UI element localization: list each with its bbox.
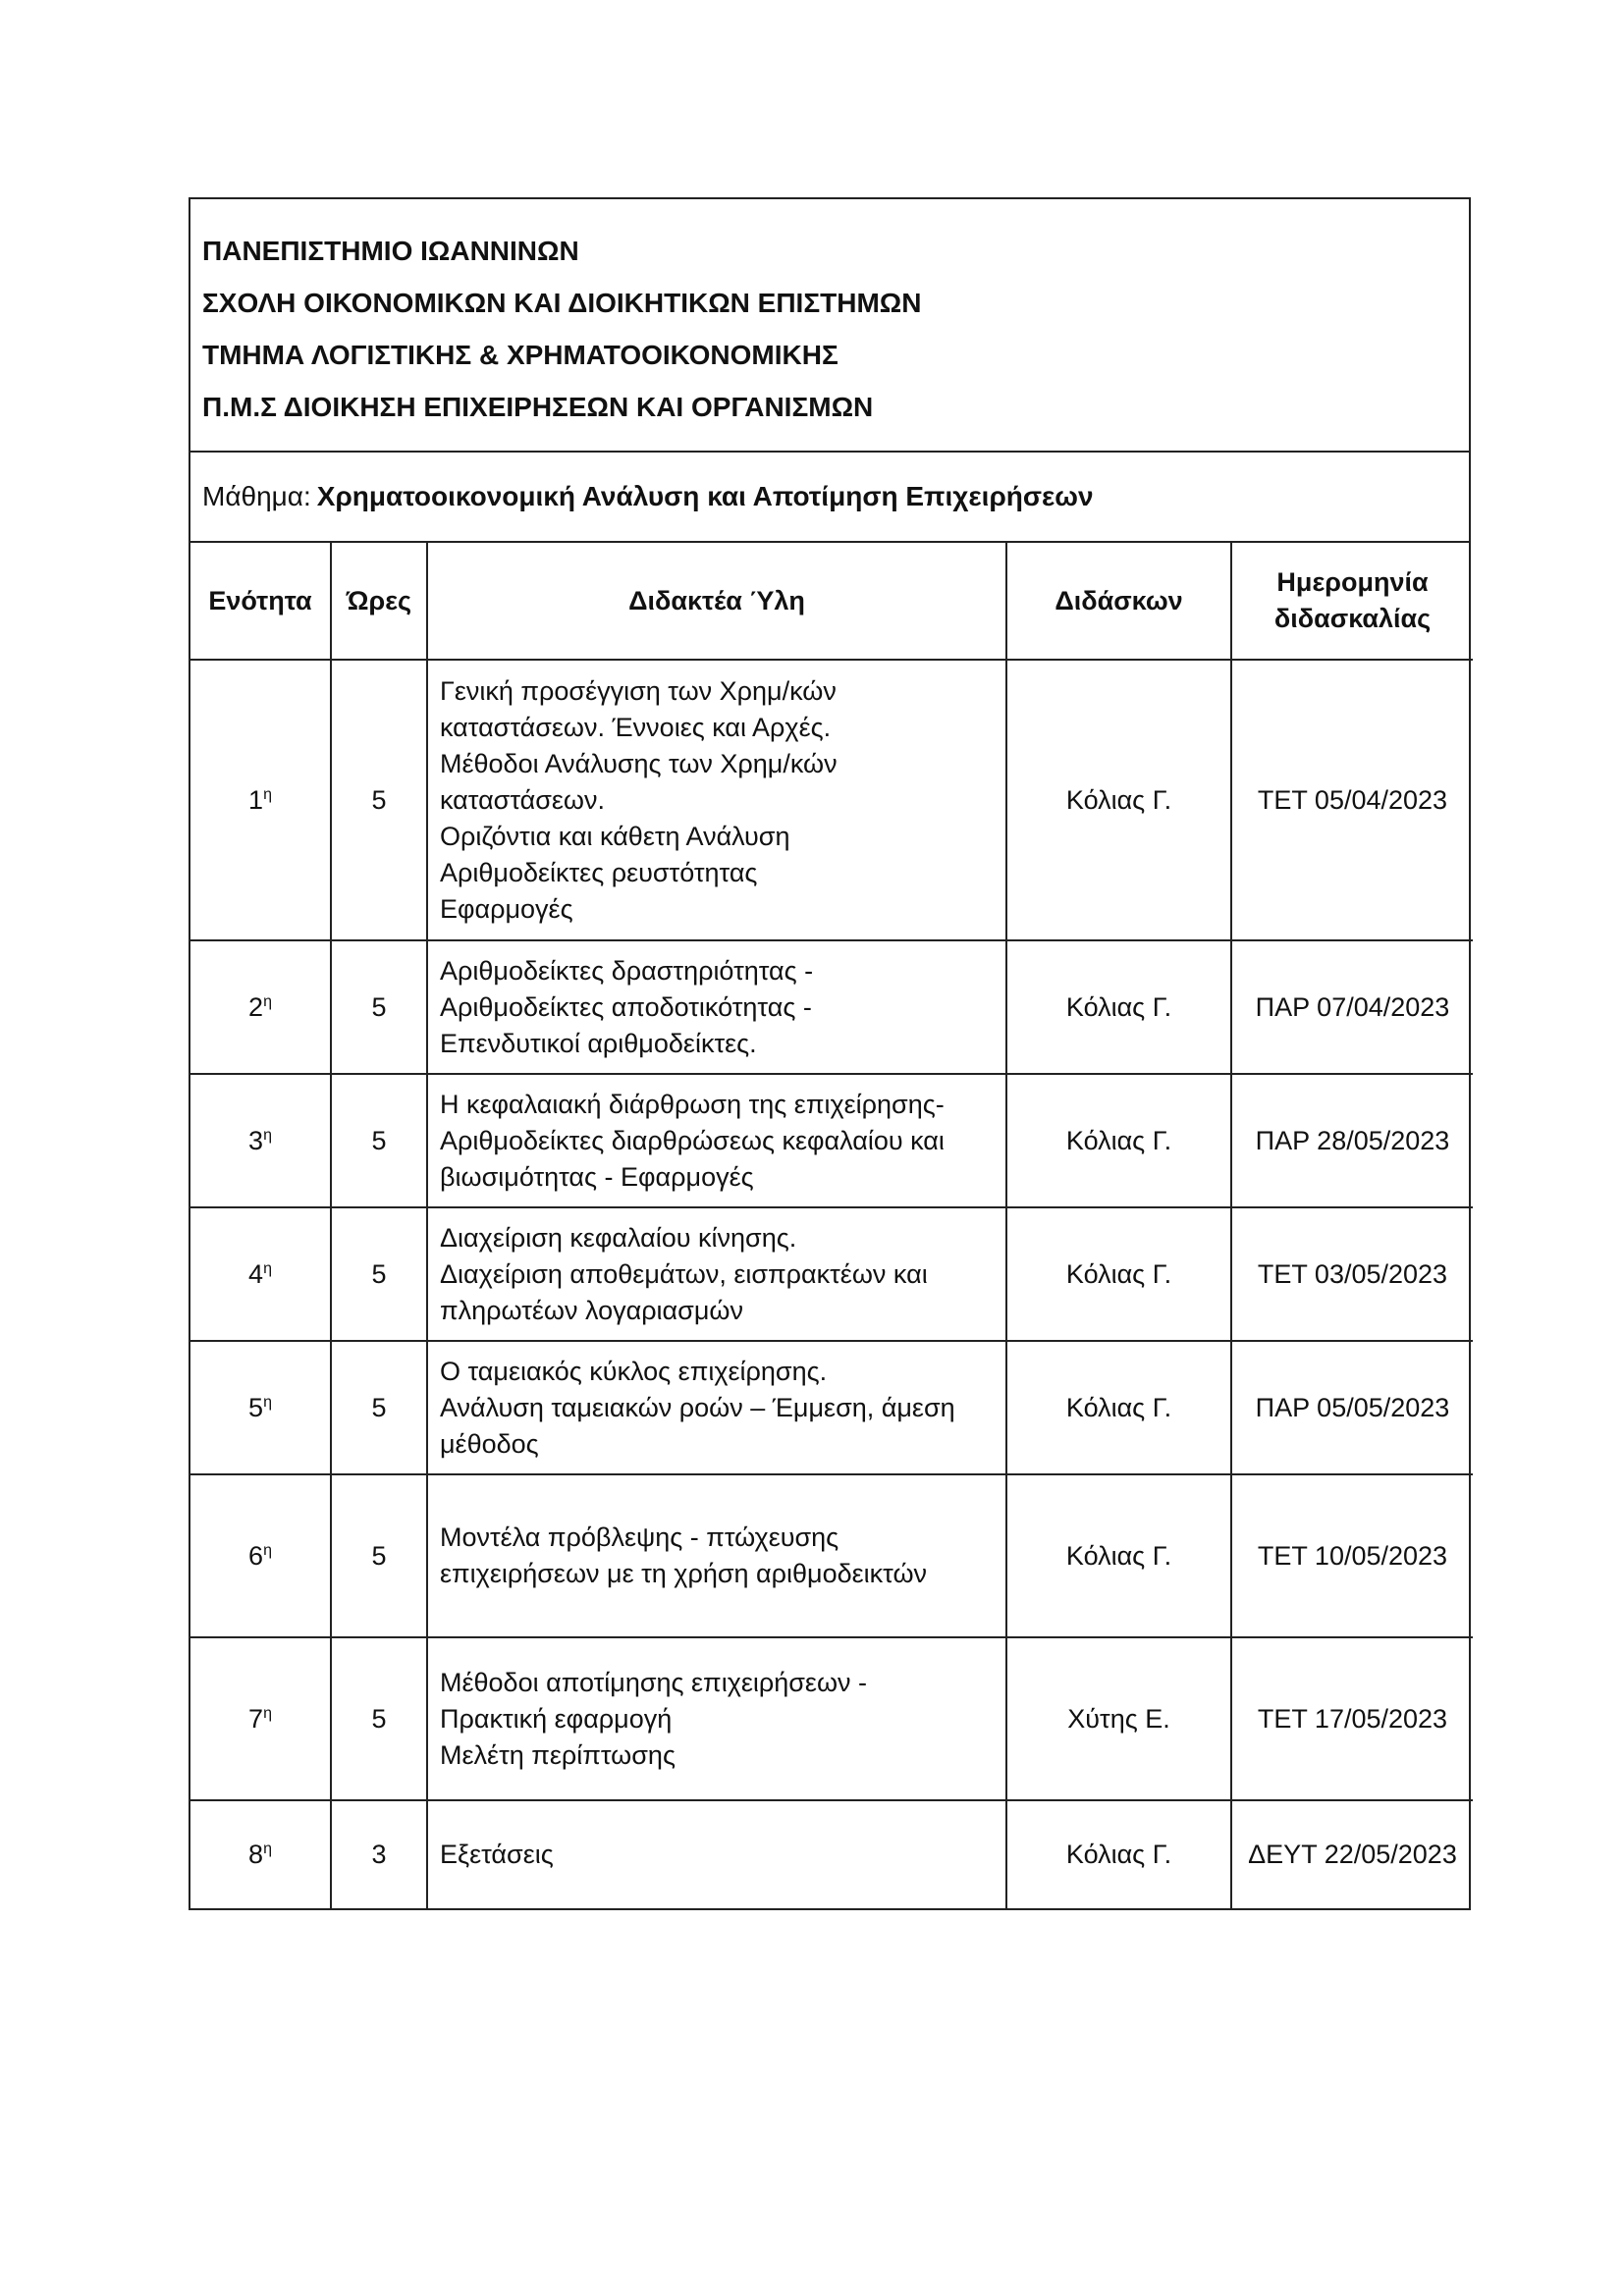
- hours-cell: 5: [331, 1341, 427, 1474]
- topic-line: Μέθοδοι αποτίμησης επιχειρήσεων -: [440, 1667, 868, 1697]
- date-cell: ΠΑΡ 07/04/2023: [1231, 940, 1473, 1074]
- unit-ordinal-suffix: η: [263, 1126, 272, 1144]
- hours-cell: 5: [331, 1474, 427, 1637]
- unit-number: 3: [248, 1125, 264, 1155]
- column-header-unit: Ενότητα: [190, 543, 331, 660]
- topic-cell: [427, 1074, 1006, 1207]
- unit-number: 2: [248, 991, 264, 1022]
- topic-line: βιωσιμότητας - Εφαρμογές: [440, 1161, 754, 1192]
- topic-line: Αριθμοδείκτες αποδοτικότητας -: [440, 991, 812, 1022]
- topic-line: Εφαρμογές: [440, 893, 573, 924]
- column-header-date-line2: διδασκαλίας: [1273, 604, 1432, 633]
- unit-cell: [190, 940, 331, 1074]
- topic-line: Πρακτική εφαρμογή: [440, 1703, 673, 1734]
- table-row: [190, 1800, 1473, 1908]
- instructor-cell: Κόλιας Γ.: [1006, 1800, 1231, 1908]
- topic-line: Μέθοδοι Ανάλυσης των Χρημ/κών: [440, 748, 838, 778]
- unit-number: 7: [248, 1703, 264, 1734]
- course-label: Μάθημα:: [202, 481, 311, 511]
- topic-line: Αριθμοδείκτες ρευστότητας: [440, 857, 758, 887]
- topic-cell: [427, 1474, 1006, 1637]
- university-name: ΠΑΝΕΠΙΣΤΗΜΙΟ ΙΩΑΝΝΙΝΩΝ: [202, 236, 579, 266]
- topic-line: καταστάσεων.: [440, 784, 606, 815]
- hours-cell: 5: [331, 1637, 427, 1800]
- topic-line: Μελέτη περίπτωσης: [440, 1739, 676, 1770]
- date-cell: ΠΑΡ 05/05/2023: [1231, 1341, 1473, 1474]
- column-header-hours: Ώρες: [331, 543, 427, 660]
- topic-line: Αριθμοδείκτες διαρθρώσεως κεφαλαίου και: [440, 1125, 945, 1155]
- course-row: [190, 453, 1469, 543]
- instructor-cell: Χύτης Ε.: [1006, 1637, 1231, 1800]
- date-cell: ΤΕΤ 10/05/2023: [1231, 1474, 1473, 1637]
- schedule-frame: [189, 197, 1471, 1910]
- topic-line: επιχειρήσεων με τη χρήση αριθμοδεικτών: [440, 1559, 928, 1588]
- topic-line: Ο ταμειακός κύκλος επιχείρησης.: [440, 1356, 828, 1386]
- topic-line: Γενική προσέγγιση των Χρημ/κών: [440, 675, 837, 706]
- topic-line: Επενδυτικοί αριθμοδείκτες.: [440, 1028, 757, 1058]
- unit-ordinal-suffix: η: [263, 1541, 272, 1559]
- unit-ordinal-suffix: η: [263, 992, 272, 1010]
- table-row: [190, 940, 1473, 1074]
- unit-ordinal-suffix: η: [263, 785, 272, 803]
- topic-line: Αριθμοδείκτες δραστηριότητας -: [440, 955, 814, 986]
- unit-ordinal-suffix: η: [263, 1841, 272, 1857]
- unit-cell: [190, 1474, 331, 1637]
- program-name: Π.Μ.Σ ΔΙΟΙΚΗΣΗ ΕΠΙΧΕΙΡΗΣΕΩΝ ΚΑΙ ΟΡΓΑΝΙΣΜΩΝ: [202, 392, 874, 422]
- topic-line: μέθοδος: [440, 1428, 539, 1459]
- table-row: [190, 1341, 1473, 1474]
- topic-line: Διαχείριση κεφαλαίου κίνησης.: [440, 1222, 797, 1253]
- date-cell: ΤΕΤ 03/05/2023: [1231, 1207, 1473, 1341]
- unit-number: 5: [248, 1392, 264, 1422]
- institution-header: [190, 199, 1469, 453]
- date-cell: ΠΑΡ 28/05/2023: [1231, 1074, 1473, 1207]
- unit-number: 1: [248, 784, 264, 815]
- unit-ordinal-suffix: η: [263, 1259, 272, 1277]
- unit-ordinal-suffix: η: [263, 1704, 272, 1722]
- instructor-cell: Κόλιας Γ.: [1006, 1341, 1231, 1474]
- topic-cell: [427, 660, 1006, 940]
- topic-line: Οριζόντια και κάθετη Ανάλυση: [440, 821, 790, 851]
- table-row: [190, 1207, 1473, 1341]
- school-name: ΣΧΟΛΗ ΟΙΚΟΝΟΜΙΚΩΝ ΚΑΙ ΔΙΟΙΚΗΤΙΚΩΝ ΕΠΙΣΤΗΜΩΝ: [202, 288, 922, 318]
- topic-line: Διαχείριση αποθεμάτων, εισπρακτέων και: [440, 1258, 928, 1289]
- unit-cell: [190, 1207, 331, 1341]
- topic-line: Μοντέλα πρόβλεψης - πτώχευσης: [440, 1522, 839, 1552]
- course-title: Χρηματοοικονομική Ανάλυση και Αποτίμηση Επιχειρήσεων: [316, 481, 1094, 511]
- hours-cell: 5: [331, 940, 427, 1074]
- date-cell: ΤΕΤ 17/05/2023: [1231, 1637, 1473, 1800]
- unit-cell: [190, 1074, 331, 1207]
- topic-cell: [427, 1800, 1006, 1908]
- column-header-date: [1231, 543, 1473, 660]
- department-name: ΤΜΗΜΑ ΛΟΓΙΣΤΙΚΗΣ & ΧΡΗΜΑΤΟΟΙΚΟΝΟΜΙΚΗΣ: [202, 340, 839, 370]
- hours-cell: 5: [331, 1074, 427, 1207]
- table-row: [190, 1074, 1473, 1207]
- schedule-body: [190, 660, 1473, 1908]
- instructor-cell: Κόλιας Γ.: [1006, 660, 1231, 940]
- instructor-cell: Κόλιας Γ.: [1006, 1474, 1231, 1637]
- unit-ordinal-suffix: η: [263, 1393, 272, 1411]
- topic-cell: [427, 1207, 1006, 1341]
- instructor-cell: Κόλιας Γ.: [1006, 940, 1231, 1074]
- unit-cell: [190, 1637, 331, 1800]
- table-row: [190, 660, 1473, 940]
- topic-line: Η κεφαλαιακή διάρθρωση της επιχείρησης-: [440, 1089, 945, 1119]
- document-page: [189, 197, 1471, 1910]
- hours-cell: 5: [331, 1207, 427, 1341]
- topic-line: Ανάλυση ταμειακών ροών – Έμμεση, άμεση: [440, 1392, 955, 1422]
- instructor-cell: Κόλιας Γ.: [1006, 1074, 1231, 1207]
- hours-cell: 5: [331, 660, 427, 940]
- unit-number: 8: [248, 1840, 264, 1869]
- column-header-topic: Διδακτέα Ύλη: [427, 543, 1006, 660]
- topic-cell: [427, 1341, 1006, 1474]
- schedule-table: [190, 543, 1473, 1908]
- column-header-instructor: Διδάσκων: [1006, 543, 1231, 660]
- topic-line: καταστάσεων. Έννοιες και Αρχές.: [440, 712, 832, 742]
- table-row: [190, 1637, 1473, 1800]
- topic-line: πληρωτέων λογαριασμών: [440, 1295, 743, 1325]
- unit-number: 4: [248, 1258, 264, 1289]
- table-header-row: [190, 543, 1473, 660]
- table-row: [190, 1474, 1473, 1637]
- topic-line: Εξετάσεις: [440, 1840, 554, 1869]
- unit-cell: [190, 1800, 331, 1908]
- topic-cell: [427, 940, 1006, 1074]
- unit-number: 6: [248, 1540, 264, 1571]
- unit-cell: [190, 1341, 331, 1474]
- topic-cell: [427, 1637, 1006, 1800]
- column-header-date-line1: Ημερομηνία: [1276, 567, 1429, 597]
- date-cell: ΤΕΤ 05/04/2023: [1231, 660, 1473, 940]
- hours-cell: 3: [331, 1800, 427, 1908]
- unit-cell: [190, 660, 331, 940]
- instructor-cell: Κόλιας Γ.: [1006, 1207, 1231, 1341]
- date-cell: ΔΕΥΤ 22/05/2023: [1231, 1800, 1473, 1908]
